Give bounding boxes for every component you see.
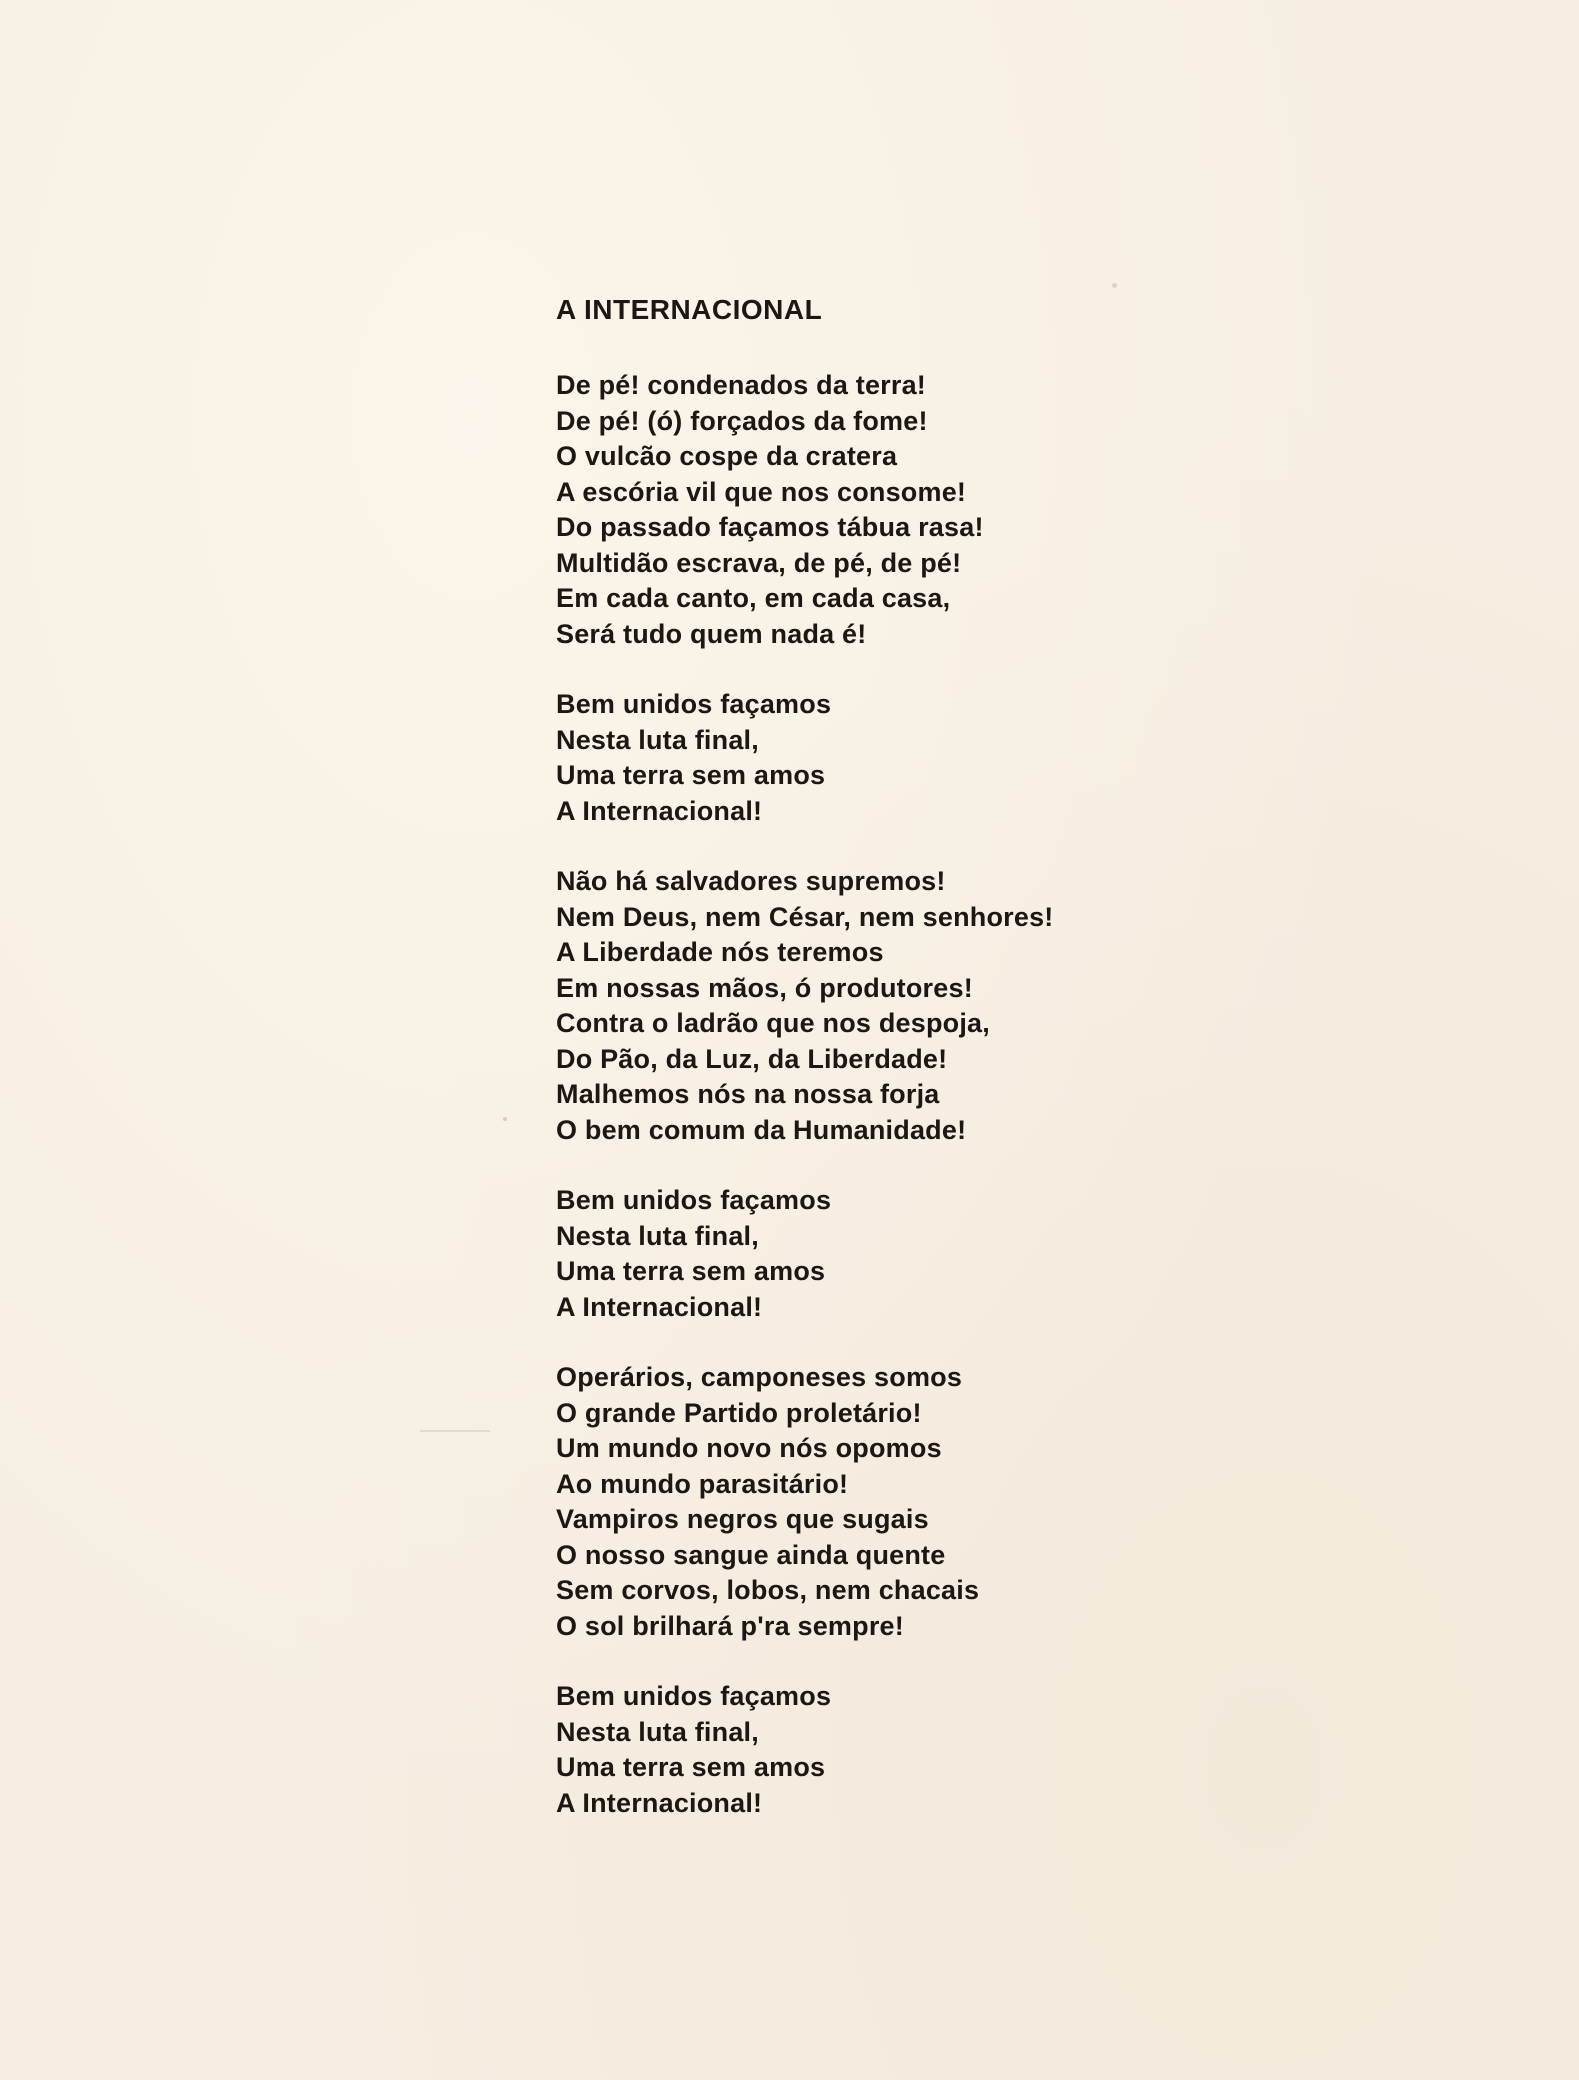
poem-line: O vulcão cospe da cratera: [556, 441, 898, 471]
poem-line: A Internacional!: [556, 1291, 763, 1322]
stanza-3: [556, 1360, 1456, 1644]
poem-line: Operários, camponeses somos: [556, 1362, 963, 1392]
stanza-1: [556, 368, 1456, 652]
poem-line: Bem unidos façamos: [556, 689, 832, 719]
poem-line: Nesta luta final,: [556, 724, 759, 755]
poem-line: Nesta luta final,: [556, 1716, 759, 1747]
poem-line: A Internacional!: [556, 1787, 763, 1818]
poem-line: Multidão escrava, de pé, de pé!: [556, 547, 962, 578]
poem-line: A escória vil que nos consome!: [556, 476, 967, 507]
paper-speck: [503, 1117, 507, 1121]
poem-line: Vampiros negros que sugais: [556, 1504, 929, 1534]
chorus-1: [556, 687, 1456, 829]
poem-line: Contra o ladrão que nos despoja,: [556, 1008, 990, 1038]
poem-line: Bem unidos façamos: [556, 1681, 832, 1711]
poem-title: A INTERNACIONAL: [556, 294, 823, 325]
poem-line: Bem unidos façamos: [556, 1185, 832, 1215]
poem: [556, 290, 1456, 1856]
poem-line: Uma terra sem amos: [556, 1752, 826, 1782]
poem-line: Malhemos nós na nossa forja: [556, 1079, 940, 1109]
poem-line: Ao mundo parasitário!: [556, 1468, 849, 1499]
poem-line: Será tudo quem nada é!: [556, 618, 867, 649]
poem-line: A Liberdade nós teremos: [556, 937, 884, 967]
poem-line: Sem corvos, lobos, nem chacais: [556, 1575, 980, 1605]
poem-line: O grande Partido proletário!: [556, 1397, 922, 1428]
paper-speck: [1112, 283, 1117, 288]
poem-line: Um mundo novo nós opomos: [556, 1433, 942, 1463]
poem-line: Nesta luta final,: [556, 1220, 759, 1251]
poem-line: O sol brilhará p'ra sempre!: [556, 1610, 904, 1641]
poem-line: Em nossas mãos, ó produtores!: [556, 972, 973, 1003]
poem-line: Do Pão, da Luz, da Liberdade!: [556, 1043, 948, 1074]
poem-line: O nosso sangue ainda quente: [556, 1539, 946, 1570]
poem-line: O bem comum da Humanidade!: [556, 1114, 967, 1145]
poem-line: Nem Deus, nem César, nem senhores!: [556, 901, 1054, 932]
stanza-2: [556, 864, 1456, 1148]
poem-line: Do passado façamos tábua rasa!: [556, 512, 984, 542]
poem-line: Em cada canto, em cada casa,: [556, 583, 951, 613]
chorus-3: [556, 1679, 1456, 1821]
paper-scuff: [420, 1430, 490, 1432]
poem-line: Uma terra sem amos: [556, 760, 826, 790]
poem-line: Não há salvadores supremos!: [556, 866, 946, 896]
chorus-2: [556, 1183, 1456, 1325]
poem-line: A Internacional!: [556, 795, 763, 826]
poem-line: De pé! condenados da terra!: [556, 370, 926, 400]
poem-line: Uma terra sem amos: [556, 1256, 826, 1286]
poem-line: De pé! (ó) forçados da fome!: [556, 405, 928, 436]
